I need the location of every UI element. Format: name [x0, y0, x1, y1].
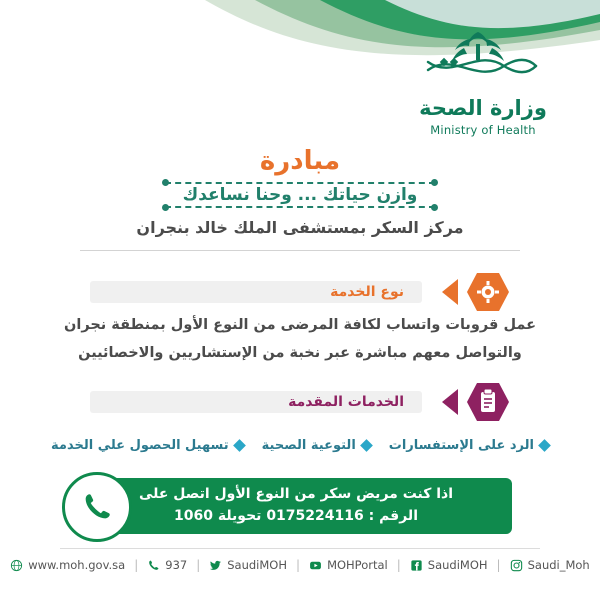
contact-band	[88, 478, 512, 534]
contact-line-1: اذا كنت مريض سكر من النوع الأول اتصل على	[138, 486, 454, 503]
banner-arrow	[442, 279, 458, 305]
moh-palm-swords-logo-icon	[408, 26, 558, 88]
banner-provided-services	[90, 382, 510, 422]
footer-separator: |	[196, 558, 201, 572]
footer-separator: |	[396, 558, 401, 572]
service-label: تسهيل الحصول علي الخدمة	[51, 438, 229, 453]
phone-badge	[62, 472, 132, 542]
ministry-name-en: Ministry of Health	[430, 123, 536, 137]
section-text-service-type: عمل قروبات واتساب لكافة المرضى من النوع الأول بمنطقة نجران والتواصل معهم مباشرة عبر نخبة من الإستشاريين والاخصائيين	[63, 317, 537, 361]
dot-bottom-left	[162, 204, 169, 211]
dashed-line-top	[165, 182, 436, 184]
dot-bottom-right	[431, 204, 438, 211]
service-item	[389, 438, 549, 453]
divider-under-center	[80, 250, 520, 251]
footer-label: Saudi_Moh	[527, 558, 590, 572]
gear-hex-icon	[466, 272, 510, 312]
footer-separator: |	[134, 558, 139, 572]
contact-line-2: الرقم : 0175224116 تحويلة 1060	[174, 508, 418, 524]
diamond-bullet-icon	[538, 439, 551, 452]
services-list	[0, 438, 600, 453]
banner-arrow	[442, 389, 458, 415]
footer-separator: |	[296, 558, 301, 572]
service-item	[51, 438, 244, 453]
phone-icon	[80, 490, 114, 524]
twitter-icon	[209, 559, 222, 572]
facebook-icon	[410, 559, 423, 572]
footer-divider	[60, 548, 540, 549]
section-service-type	[0, 272, 600, 367]
footer-item-instagram[interactable]	[510, 558, 590, 572]
service-label: التوعية الصحية	[261, 438, 356, 453]
youtube-icon	[309, 559, 322, 572]
footer-item-phone[interactable]	[147, 558, 187, 572]
footer-label: SaudiMOH	[427, 558, 488, 572]
ministry-name-ar: وزارة الصحة	[419, 96, 547, 120]
ministry-logo	[388, 26, 578, 137]
banner-label-service-type: نوع الخدمة	[330, 284, 404, 300]
footer-item-youtube[interactable]	[309, 558, 388, 572]
service-label: الرد على الإستفسارات	[388, 438, 534, 453]
footer-label: www.moh.gov.sa	[28, 558, 126, 572]
footer-label: 937	[165, 558, 188, 572]
initiative-slogan: وازن حياتك ... وحنا نساعدك	[182, 185, 418, 205]
footer-item-website[interactable]	[10, 558, 125, 572]
footer-links	[0, 558, 600, 572]
dashed-line-bottom	[165, 206, 436, 208]
section-provided-services	[0, 382, 600, 422]
banner-label-provided-services: الخدمات المقدمة	[288, 394, 404, 410]
footer-label: MOHPortal	[327, 558, 388, 572]
phone-small-icon	[147, 559, 160, 572]
diamond-bullet-icon	[233, 439, 246, 452]
initiative-slogan-box	[165, 182, 436, 208]
center-name: مركز السكر بمستشفى الملك خالد بنجران	[136, 218, 464, 237]
clipboard-hex-icon	[466, 382, 510, 422]
diamond-bullet-icon	[360, 439, 373, 452]
initiative-title: مبادرة	[259, 146, 341, 176]
initiative-heading	[0, 146, 600, 208]
service-item	[262, 438, 371, 453]
footer-label: SaudiMOH	[227, 558, 288, 572]
instagram-icon	[510, 559, 523, 572]
dot-top-left	[162, 179, 169, 186]
contact-text	[139, 484, 461, 527]
dot-top-right	[431, 179, 438, 186]
footer-item-facebook[interactable]	[410, 558, 488, 572]
globe-icon	[10, 559, 23, 572]
footer-separator: |	[496, 558, 501, 572]
banner-service-type	[90, 272, 510, 312]
footer-item-twitter[interactable]	[209, 558, 287, 572]
